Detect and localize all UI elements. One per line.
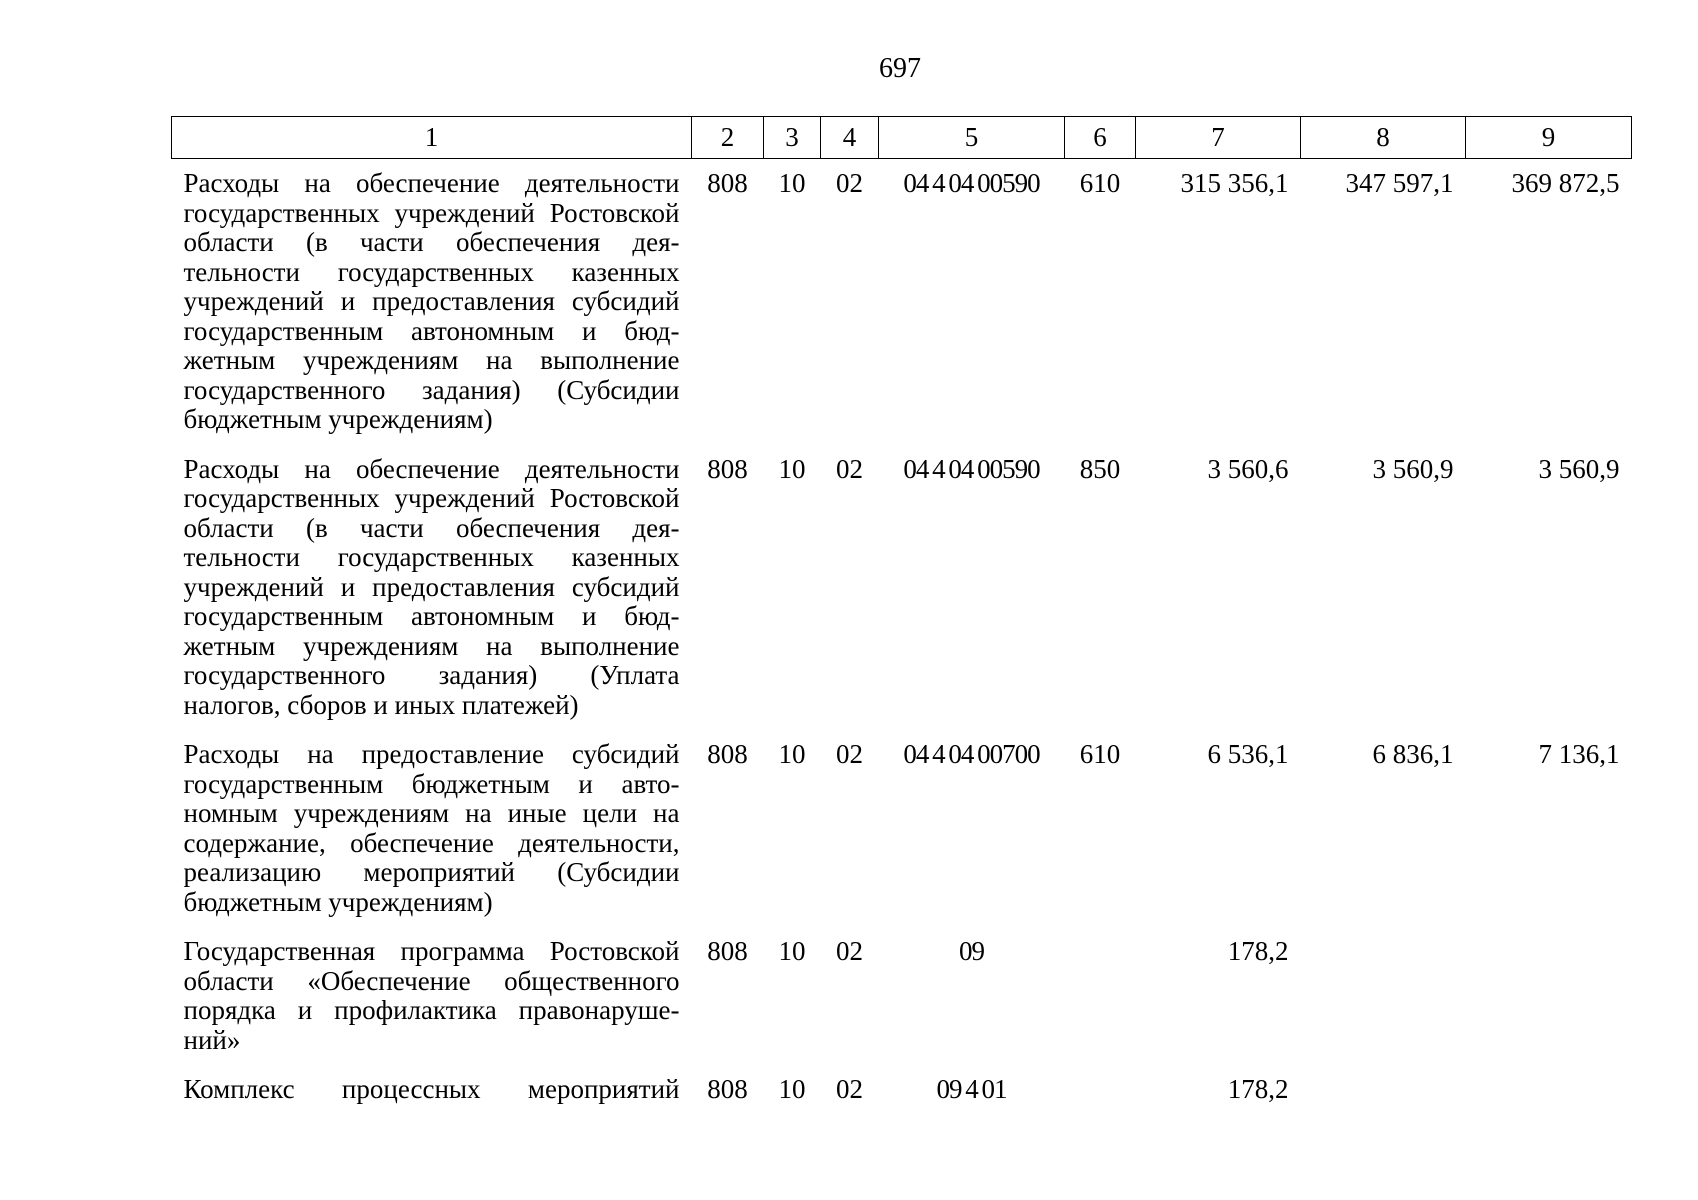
header-col-3: 3: [764, 117, 821, 159]
row-target-code: 09 4 01: [936, 1074, 1007, 1104]
row-target-code: 09: [959, 936, 984, 966]
row-target-code: 04 4 04 00590: [903, 168, 1040, 198]
row-amount-col8: [1301, 927, 1466, 1065]
row-ministry-code: 808: [707, 1074, 748, 1104]
table-header-row: [172, 117, 1632, 159]
table-row: [172, 927, 1632, 1065]
row-ministry-code: 808: [707, 936, 748, 966]
header-col-2: 2: [692, 117, 764, 159]
row-subsection-code: 02: [836, 739, 863, 769]
row-amount-col8: [1301, 1065, 1466, 1105]
row-amount-col9: 7 136,1: [1538, 739, 1620, 769]
row-description: Расходы на предоставление субсидий государственным бюджетным и автономным учреждениям на иные цели на содержание, обеспечение деятельности, реализацию мероприятий (Субсидии бюджетным учреждениям): [183, 739, 680, 917]
header-col-1: 1: [172, 117, 692, 159]
row-amount-col9: 3 560,9: [1538, 453, 1620, 484]
row-ministry-code: 808: [707, 453, 748, 484]
row-section-code: 10: [778, 739, 806, 769]
row-amount-col7: 315 356,1: [1180, 168, 1289, 198]
row-description: Расходы на обеспечение деятельности государственных учреждений Ростовской области (в части обеспечения деятельности государственных казенных учреждений и предоставления субсидий государственным автономным и бюджетным учреждениям на выполнение государственного задания) (Субсидии бюджетным учреждениям): [183, 168, 680, 434]
row-subsection-code: 02: [836, 453, 863, 484]
row-section-code: 10: [778, 1074, 806, 1104]
row-target-code: 04 4 04 00700: [903, 739, 1040, 769]
row-target-code: 04 4 04 00590: [903, 453, 1040, 484]
header-col-7: 7: [1136, 117, 1301, 159]
budget-table: [171, 116, 1632, 1105]
row-amount-col9: [1466, 1065, 1632, 1105]
table-row: [172, 1065, 1632, 1105]
row-section-code: 10: [778, 936, 806, 966]
row-subsection-code: 02: [836, 936, 863, 966]
row-ministry-code: 808: [707, 168, 748, 198]
row-subsection-code: 02: [836, 1074, 863, 1104]
row-amount-col7: 178,2: [1227, 936, 1289, 966]
row-section-code: 10: [778, 168, 806, 198]
row-amount-col7: 3 560,6: [1207, 453, 1289, 484]
header-col-6: 6: [1065, 117, 1136, 159]
row-description: Комплекс процессных мероприятий: [183, 1074, 680, 1104]
row-section-code: 10: [778, 453, 806, 484]
row-amount-col8: 347 597,1: [1345, 168, 1454, 198]
row-description: Государственная программа Ростовской области «Обеспечение общественного порядка и профилактика правонарушений»: [183, 936, 680, 1055]
row-expense-type: [1065, 1065, 1136, 1105]
header-col-9: 9: [1466, 117, 1632, 159]
header-col-5: 5: [879, 117, 1065, 159]
row-description: Расходы на обеспечение деятельности государственных учреждений Ростовской области (в части обеспечения деятельности государственных казенных учреждений и предоставления субсидий государственным автономным и бюджетным учреждениям на выполнение государственного задания) (Уплата налогов, сборов и иных платежей): [183, 453, 680, 720]
page-number: 697: [879, 53, 921, 84]
table-row: [172, 730, 1632, 927]
row-amount-col9: [1466, 927, 1632, 1065]
row-amount-col7: 178,2: [1227, 1074, 1289, 1104]
row-ministry-code: 808: [707, 739, 748, 769]
table-row: [172, 445, 1632, 731]
header-col-4: 4: [821, 117, 879, 159]
row-expense-type: 850: [1079, 453, 1121, 484]
row-amount-col8: 3 560,9: [1372, 453, 1454, 484]
row-amount-col9: 369 872,5: [1511, 168, 1620, 198]
row-amount-col8: 6 836,1: [1372, 739, 1454, 769]
row-expense-type: 610: [1079, 739, 1121, 769]
header-col-8: 8: [1301, 117, 1466, 159]
row-subsection-code: 02: [836, 168, 863, 198]
row-expense-type: [1065, 927, 1136, 1065]
row-amount-col7: 6 536,1: [1207, 739, 1289, 769]
row-expense-type: 610: [1079, 168, 1121, 198]
table-row: [172, 159, 1632, 445]
